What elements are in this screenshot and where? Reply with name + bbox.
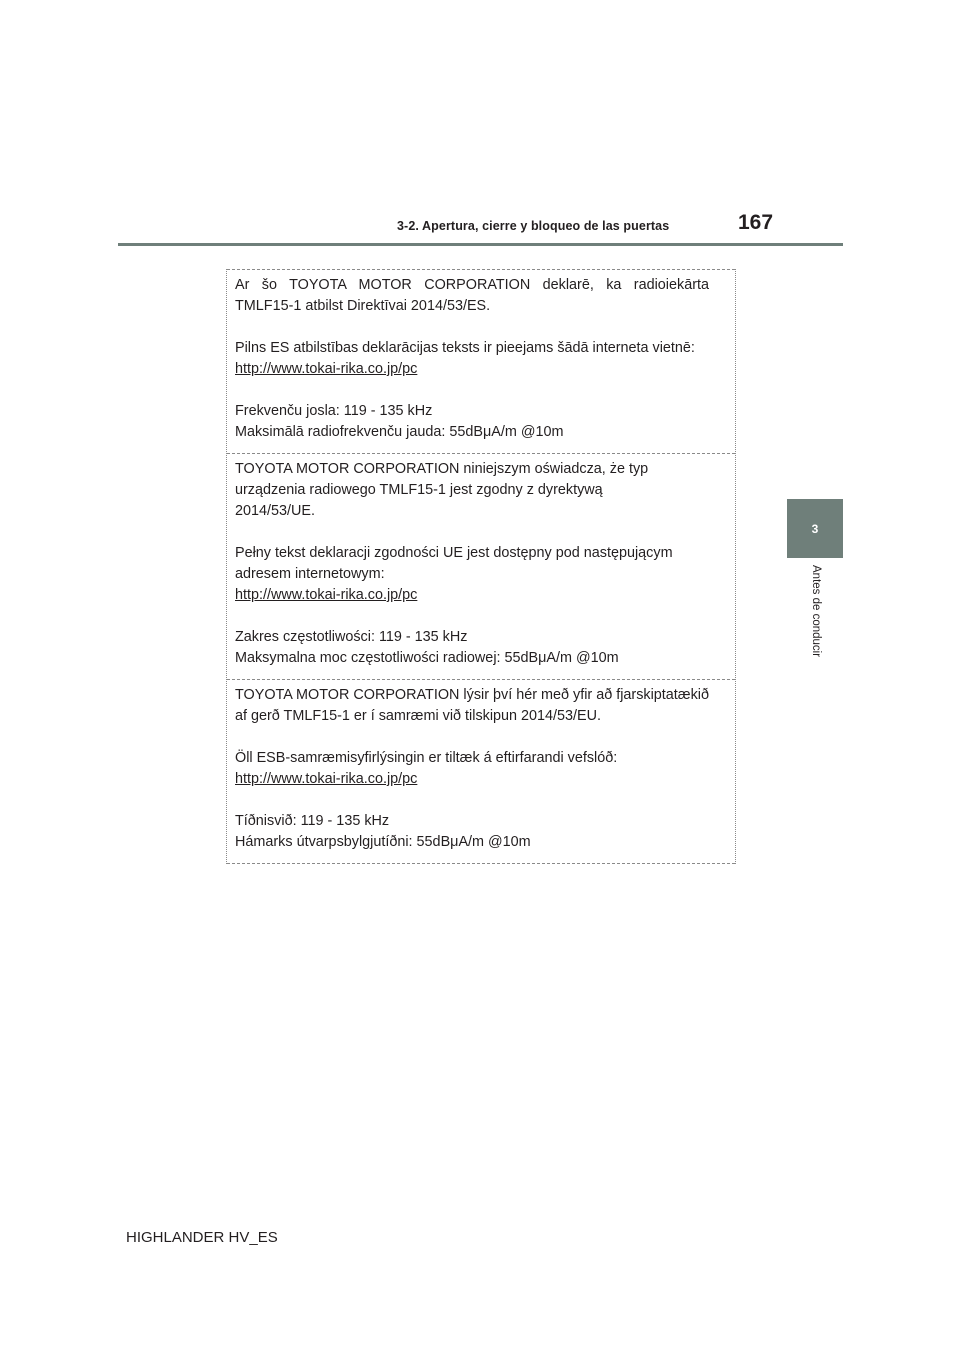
statement-line: TOYOTA MOTOR CORPORATION niniejszym oświadcza, że typ (235, 461, 649, 477)
statement-line: urządzenia radiowego TMLF15-1 jest zgodny z dyrektywą (235, 482, 603, 498)
declaration-url-link[interactable]: http://www.tokai-rika.co.jp/pc (235, 587, 418, 603)
chapter-tab[interactable] (787, 499, 843, 558)
max-power: Hámarks útvarpsbylgjutíðni: 55dBμA/m @10m (235, 834, 531, 850)
declaration-polish (227, 453, 735, 679)
declaration-statement: TOYOTA MOTOR CORPORATION lýsir því hér með yfir að fjarskiptatækið af gerð TMLF15-1 er í samræmi við tilskipun 2014/53/EU. (235, 687, 709, 724)
frequency-band: Tíðnisvið: 119 - 135 kHz (235, 813, 390, 829)
header-divider (118, 243, 843, 246)
declaration-fulltext-label (235, 543, 709, 606)
declaration-icelandic (227, 679, 735, 864)
declaration-specs (235, 401, 709, 443)
declaration-fulltext-label (235, 748, 709, 790)
declaration-latvian (227, 269, 735, 453)
footer-model-name: HIGHLANDER HV_ES (126, 1229, 278, 1246)
max-power: Maksymalna moc częstotliwości radiowej: 55dBμA/m @10m (235, 650, 619, 666)
fulltext-label-text: Pilns ES atbilstības deklarācijas teksts ir pieejams šādā interneta vietnē: (235, 340, 695, 356)
max-power: Maksimālā radiofrekvenču jauda: 55dBμA/m @10m (235, 424, 564, 440)
declaration-url-link[interactable]: http://www.tokai-rika.co.jp/pc (235, 771, 418, 787)
statement-line: 2014/53/UE. (235, 503, 316, 519)
declaration-specs (235, 627, 709, 669)
frequency-band: Zakres częstotliwości: 119 - 135 kHz (235, 629, 468, 645)
page-number: 167 (738, 211, 774, 234)
fulltext-label-text: adresem internetowym: (235, 566, 385, 582)
fulltext-label-text: Öll ESB-samræmisyfirlýsingin er tiltæk á eftirfarandi vefslóð: (235, 750, 618, 766)
chapter-number: 3 (811, 521, 819, 536)
fulltext-label-text: Pełny tekst deklaracji zgodności UE jest dostępny pod następującym (235, 545, 673, 561)
declaration-specs (235, 811, 709, 853)
declaration-statement (235, 459, 709, 522)
declaration-fulltext-label (235, 338, 709, 380)
declaration-url-link[interactable]: http://www.tokai-rika.co.jp/pc (235, 361, 418, 377)
declaration-statement: Ar šo TOYOTA MOTOR CORPORATION deklarē, ka radioiekārta TMLF15-1 atbilst Direktīvai 2014/53/ES. (235, 277, 709, 314)
declaration-box (226, 269, 736, 864)
frequency-band: Frekvenču josla: 119 - 135 kHz (235, 403, 433, 419)
chapter-title: Antes de conducir (810, 565, 822, 658)
section-title: 3-2. Apertura, cierre y bloqueo de las puertas (397, 219, 670, 233)
